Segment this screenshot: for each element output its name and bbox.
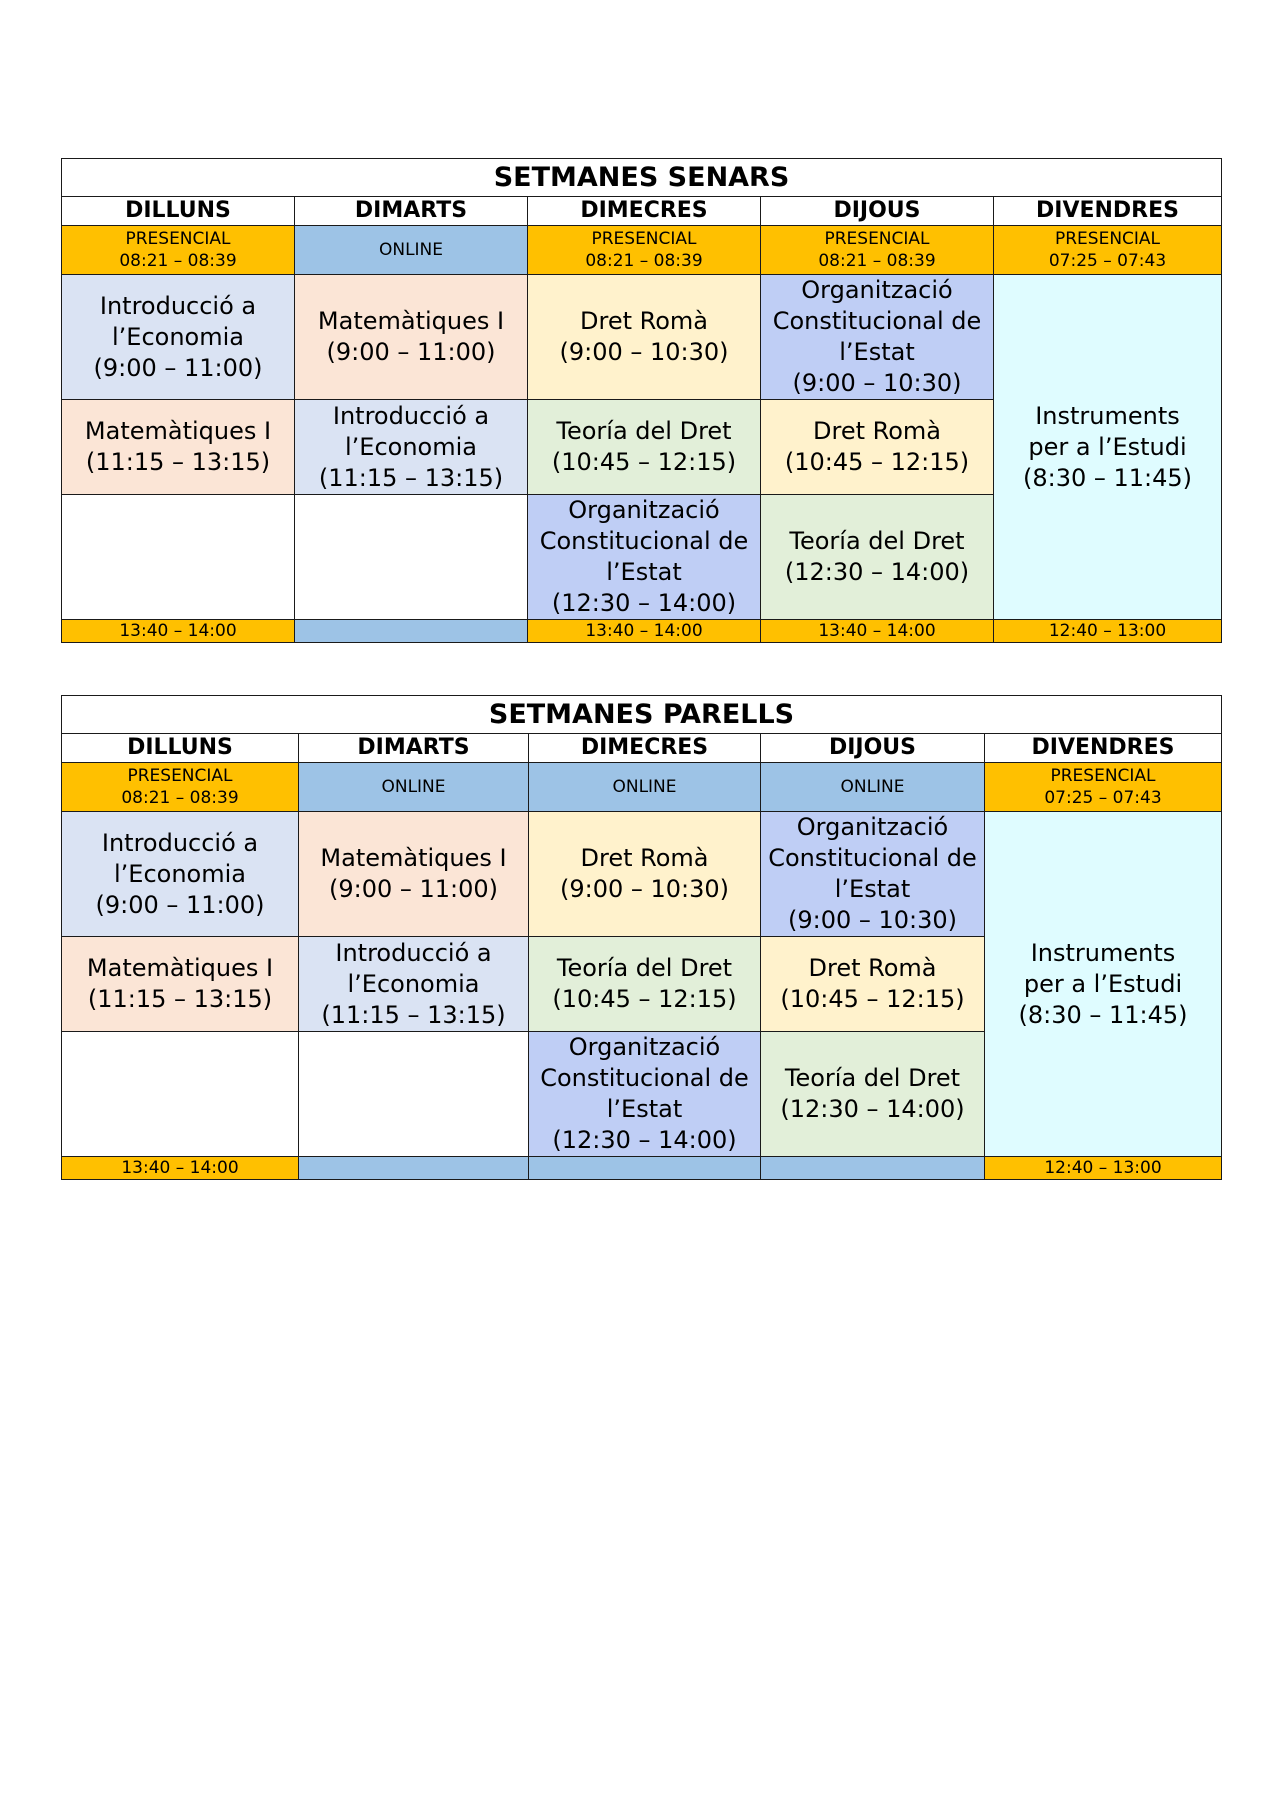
- class-title: Instruments: [1030, 938, 1176, 967]
- footer-time-friday: 12:40 – 13:00: [994, 620, 1222, 643]
- footer-time-friday: 12:40 – 13:00: [985, 1157, 1222, 1180]
- class-time: (12:30 – 14:00): [552, 1126, 737, 1154]
- class-title: Introducció a: [99, 291, 257, 320]
- day-header-wednesday: DIMECRES: [528, 197, 761, 226]
- day-header-monday: DILLUNS: [62, 197, 295, 226]
- mode-cell-tuesday: [299, 763, 529, 812]
- class-time: (8:30 – 11:45): [1022, 463, 1193, 492]
- class-cell: [761, 495, 994, 620]
- class-cell: [529, 1032, 761, 1157]
- empty-cell: [62, 1032, 299, 1157]
- mode-cell-friday: [985, 763, 1222, 812]
- table-title: SETMANES SENARS: [62, 159, 1222, 197]
- class-time: (8:30 – 11:45): [1018, 1000, 1188, 1029]
- mode-time: 08:21 – 08:39: [818, 251, 936, 271]
- class-cell: [761, 812, 985, 937]
- class-time: (11:15 – 13:15): [85, 448, 271, 476]
- class-cell: [528, 495, 761, 620]
- mode-time: 07:25 – 07:43: [1044, 788, 1162, 808]
- mode-label: ONLINE: [378, 240, 444, 260]
- class-title: Matemàtiques I: [86, 954, 274, 982]
- empty-cell: [299, 1032, 529, 1157]
- mode-cell-wednesday: [528, 226, 761, 275]
- mode-label: PRESENCIAL: [1050, 766, 1156, 786]
- class-cell: [62, 400, 295, 495]
- class-title: Matemàtiques I: [317, 307, 505, 335]
- class-cell: [529, 937, 761, 1032]
- class-time: (9:00 – 10:30): [559, 338, 729, 366]
- class-title: Dret Romà: [813, 417, 941, 445]
- class-title: Teoría del Dret: [789, 527, 965, 555]
- class-title: Introducció a: [335, 938, 492, 967]
- class-title: Matemàtiques I: [320, 844, 507, 872]
- mode-time: 08:21 – 08:39: [121, 788, 239, 808]
- class-time: (11:15 – 13:15): [318, 463, 504, 492]
- class-title: Matemàtiques I: [84, 417, 272, 445]
- class-cell: [62, 937, 299, 1032]
- footer-time-monday: 13:40 – 14:00: [62, 620, 295, 643]
- class-title: l’Estat: [606, 1095, 683, 1123]
- class-cell: [761, 275, 994, 400]
- footer-time-thursday: [761, 1157, 985, 1180]
- class-cell: [295, 400, 528, 495]
- mode-cell-tuesday: [295, 226, 528, 275]
- class-time: (9:00 – 10:30): [559, 875, 730, 903]
- footer-time-monday: 13:40 – 14:00: [62, 1157, 299, 1180]
- mode-cell-monday: [62, 226, 295, 275]
- class-cell: [761, 1032, 985, 1157]
- class-title: Introducció a: [101, 828, 259, 857]
- class-time: (11:15 – 13:15): [87, 985, 273, 1013]
- class-time: (12:30 – 14:00): [551, 589, 737, 617]
- footer-time-wednesday: 13:40 – 14:00: [528, 620, 761, 643]
- footer-time-tuesday: [295, 620, 528, 643]
- class-title: Instruments: [1035, 401, 1180, 430]
- mode-cell-thursday: [761, 226, 994, 275]
- class-title: l’Economia: [347, 969, 480, 998]
- class-title: Constitucional de: [772, 307, 982, 335]
- class-cell: [62, 275, 295, 400]
- class-cell: [62, 812, 299, 937]
- class-time: (9:00 – 11:00): [93, 353, 263, 382]
- empty-cell: [62, 495, 295, 620]
- class-time: (10:45 – 12:15): [551, 448, 737, 476]
- class-title: l’Economia: [114, 859, 246, 888]
- class-cell: [529, 812, 761, 937]
- class-time: (9:00 – 10:30): [792, 369, 962, 397]
- schedule-table-odd-weeks: [61, 158, 1222, 643]
- class-title: Teoría del Dret: [556, 954, 733, 982]
- mode-label: PRESENCIAL: [127, 766, 233, 786]
- class-title: l’Estat: [834, 875, 911, 903]
- class-cell: [299, 812, 529, 937]
- mode-label: PRESENCIAL: [1054, 229, 1161, 249]
- class-title: Constitucional de: [768, 844, 977, 872]
- class-title: Organització: [796, 813, 949, 841]
- class-time: (12:30 – 14:00): [784, 558, 970, 586]
- class-cell: [761, 400, 994, 495]
- mode-label: PRESENCIAL: [125, 229, 231, 249]
- class-title: Dret Romà: [808, 954, 937, 982]
- class-cell: [295, 275, 528, 400]
- class-title: Introducció a: [332, 401, 490, 430]
- class-title: Teoría del Dret: [556, 417, 732, 445]
- footer-time-wednesday: [529, 1157, 761, 1180]
- mode-cell-monday: [62, 763, 299, 812]
- class-title: per a l’Estudi: [1028, 432, 1187, 461]
- class-title: l’Economia: [112, 322, 244, 351]
- mode-label: PRESENCIAL: [824, 229, 930, 249]
- class-time: (10:45 – 12:15): [552, 985, 737, 1013]
- class-title: Dret Romà: [580, 307, 708, 335]
- class-title: Constitucional de: [540, 1064, 749, 1092]
- class-time: (12:30 – 14:00): [780, 1095, 965, 1123]
- class-title: per a l’Estudi: [1023, 969, 1183, 998]
- class-time: (11:15 – 13:15): [321, 1000, 506, 1029]
- class-time: (10:45 – 12:15): [784, 448, 970, 476]
- footer-time-tuesday: [299, 1157, 529, 1180]
- class-time: (9:00 – 11:00): [328, 875, 499, 903]
- class-time: (9:00 – 10:30): [787, 906, 958, 934]
- class-title: Organització: [568, 1033, 721, 1061]
- class-cell: [528, 400, 761, 495]
- day-header-thursday: DIJOUS: [761, 734, 985, 763]
- class-cell: [761, 937, 985, 1032]
- mode-label: ONLINE: [381, 777, 446, 797]
- class-time: (10:45 – 12:15): [780, 985, 965, 1013]
- class-title: Dret Romà: [580, 844, 709, 872]
- class-title: l’Estat: [606, 558, 682, 586]
- day-header-friday: DIVENDRES: [994, 197, 1222, 226]
- class-cell-instruments: [994, 275, 1222, 620]
- class-cell: [528, 275, 761, 400]
- mode-cell-wednesday: [529, 763, 761, 812]
- mode-label: PRESENCIAL: [591, 229, 697, 249]
- class-title: Organització: [801, 276, 953, 304]
- class-title: Teoría del Dret: [784, 1064, 961, 1092]
- day-header-wednesday: DIMECRES: [529, 734, 761, 763]
- day-header-tuesday: DIMARTS: [299, 734, 529, 763]
- class-title: l’Estat: [839, 338, 915, 366]
- day-header-monday: DILLUNS: [62, 734, 299, 763]
- mode-label: ONLINE: [612, 777, 677, 797]
- mode-time: 08:21 – 08:39: [119, 251, 237, 271]
- mode-time: 08:21 – 08:39: [585, 251, 703, 271]
- class-title: l’Economia: [345, 432, 477, 461]
- day-header-thursday: DIJOUS: [761, 197, 994, 226]
- mode-cell-thursday: [761, 763, 985, 812]
- class-time: (9:00 – 11:00): [95, 890, 265, 919]
- footer-time-thursday: 13:40 – 14:00: [761, 620, 994, 643]
- mode-cell-friday: [994, 226, 1222, 275]
- class-title: Organització: [568, 496, 720, 524]
- empty-cell: [295, 495, 528, 620]
- table-title: SETMANES PARELLS: [62, 696, 1222, 734]
- day-header-tuesday: DIMARTS: [295, 197, 528, 226]
- class-cell-instruments: [985, 812, 1222, 1157]
- class-title: Constitucional de: [539, 527, 749, 555]
- day-header-friday: DIVENDRES: [985, 734, 1222, 763]
- mode-label: ONLINE: [840, 777, 905, 797]
- mode-time: 07:25 – 07:43: [1048, 251, 1167, 271]
- schedule-table-even-weeks: [61, 695, 1222, 1180]
- class-time: (9:00 – 11:00): [326, 338, 496, 366]
- class-cell: [299, 937, 529, 1032]
